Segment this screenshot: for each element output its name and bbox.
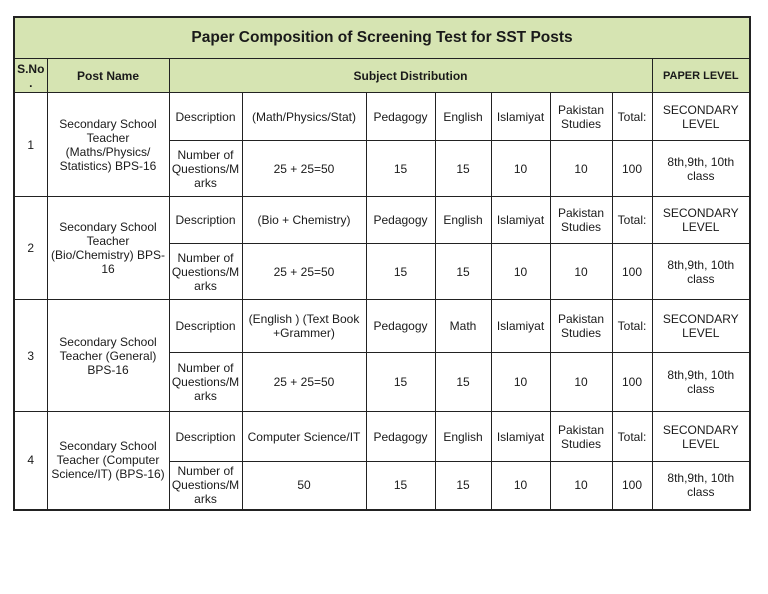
marks-cell: 15 xyxy=(366,353,435,412)
subject-cell: Pedagogy xyxy=(366,412,435,462)
subject-cell: Islamiyat xyxy=(491,412,550,462)
marks-cell: 15 xyxy=(435,353,491,412)
row-post-name: Secondary School Teacher (Bio/Chemistry) BPS-16 xyxy=(47,197,169,300)
subject-cell: Computer Science/IT xyxy=(242,412,366,462)
marks-cell: 10 xyxy=(550,141,612,197)
row-paper-level: SECONDARY LEVEL xyxy=(652,412,750,462)
header-post-name: Post Name xyxy=(47,59,169,93)
row-questions-label: Number of Questions/M arks xyxy=(169,244,242,300)
header-subject-distribution: Subject Distribution xyxy=(169,59,652,93)
subject-cell: English xyxy=(435,412,491,462)
row-post-name: Secondary School Teacher (Computer Science/IT) (BPS-16) xyxy=(47,412,169,510)
row-questions-label: Number of Questions/M arks xyxy=(169,353,242,412)
table-row xyxy=(14,93,750,141)
marks-cell: 100 xyxy=(612,244,652,300)
row-paper-level: SECONDARY LEVEL xyxy=(652,93,750,141)
marks-cell: 15 xyxy=(366,462,435,510)
subject-cell: Islamiyat xyxy=(491,300,550,353)
marks-cell: 50 xyxy=(242,462,366,510)
subject-cell: Total: xyxy=(612,412,652,462)
row-sno: 4 xyxy=(14,412,47,510)
marks-cell: 25 + 25=50 xyxy=(242,141,366,197)
marks-cell: 10 xyxy=(550,462,612,510)
row-classes: 8th,9th, 10th class xyxy=(652,244,750,300)
header-paper-level: PAPER LEVEL xyxy=(652,59,750,93)
marks-cell: 10 xyxy=(491,462,550,510)
subject-cell: (Math/Physics/Stat) xyxy=(242,93,366,141)
subject-cell: Total: xyxy=(612,93,652,141)
table-row xyxy=(14,300,750,353)
marks-cell: 25 + 25=50 xyxy=(242,353,366,412)
subject-cell: Pakistan Studies xyxy=(550,300,612,353)
row-paper-level: SECONDARY LEVEL xyxy=(652,300,750,353)
subject-cell: Pedagogy xyxy=(366,93,435,141)
row-description-label: Description xyxy=(169,300,242,353)
subject-cell: (English ) (Text Book +Grammer) xyxy=(242,300,366,353)
subject-cell: Pakistan Studies xyxy=(550,197,612,244)
subject-cell: Pedagogy xyxy=(366,300,435,353)
subject-cell: Islamiyat xyxy=(491,197,550,244)
marks-cell: 15 xyxy=(435,141,491,197)
row-paper-level: SECONDARY LEVEL xyxy=(652,197,750,244)
marks-cell: 15 xyxy=(435,244,491,300)
marks-cell: 15 xyxy=(366,244,435,300)
row-description-label: Description xyxy=(169,412,242,462)
subject-cell: Pakistan Studies xyxy=(550,412,612,462)
table-title: Paper Composition of Screening Test for SST Posts xyxy=(14,17,750,59)
subject-cell: Math xyxy=(435,300,491,353)
subject-cell: Total: xyxy=(612,300,652,353)
subject-cell: Islamiyat xyxy=(491,93,550,141)
row-sno: 3 xyxy=(14,300,47,412)
subject-cell: English xyxy=(435,93,491,141)
row-post-name: Secondary School Teacher (General) BPS-16 xyxy=(47,300,169,412)
paper-composition-table xyxy=(13,16,751,511)
marks-cell: 100 xyxy=(612,462,652,510)
marks-cell: 10 xyxy=(550,353,612,412)
row-sno: 1 xyxy=(14,93,47,197)
marks-cell: 25 + 25=50 xyxy=(242,244,366,300)
marks-cell: 15 xyxy=(366,141,435,197)
marks-cell: 10 xyxy=(491,244,550,300)
marks-cell: 10 xyxy=(491,353,550,412)
table-row xyxy=(14,412,750,462)
subject-cell: English xyxy=(435,197,491,244)
subject-cell: (Bio + Chemistry) xyxy=(242,197,366,244)
row-post-name: Secondary School Teacher (Maths/Physics/ Statistics) BPS-16 xyxy=(47,93,169,197)
row-description-label: Description xyxy=(169,197,242,244)
header-sno: S.No . xyxy=(14,59,47,93)
table-row xyxy=(14,197,750,244)
subject-cell: Pedagogy xyxy=(366,197,435,244)
row-classes: 8th,9th, 10th class xyxy=(652,353,750,412)
row-questions-label: Number of Questions/M arks xyxy=(169,141,242,197)
row-description-label: Description xyxy=(169,93,242,141)
row-classes: 8th,9th, 10th class xyxy=(652,462,750,510)
marks-cell: 10 xyxy=(491,141,550,197)
row-questions-label: Number of Questions/M arks xyxy=(169,462,242,510)
marks-cell: 15 xyxy=(435,462,491,510)
subject-cell: Total: xyxy=(612,197,652,244)
subject-cell: Pakistan Studies xyxy=(550,93,612,141)
row-sno: 2 xyxy=(14,197,47,300)
marks-cell: 10 xyxy=(550,244,612,300)
row-classes: 8th,9th, 10th class xyxy=(652,141,750,197)
marks-cell: 100 xyxy=(612,141,652,197)
marks-cell: 100 xyxy=(612,353,652,412)
